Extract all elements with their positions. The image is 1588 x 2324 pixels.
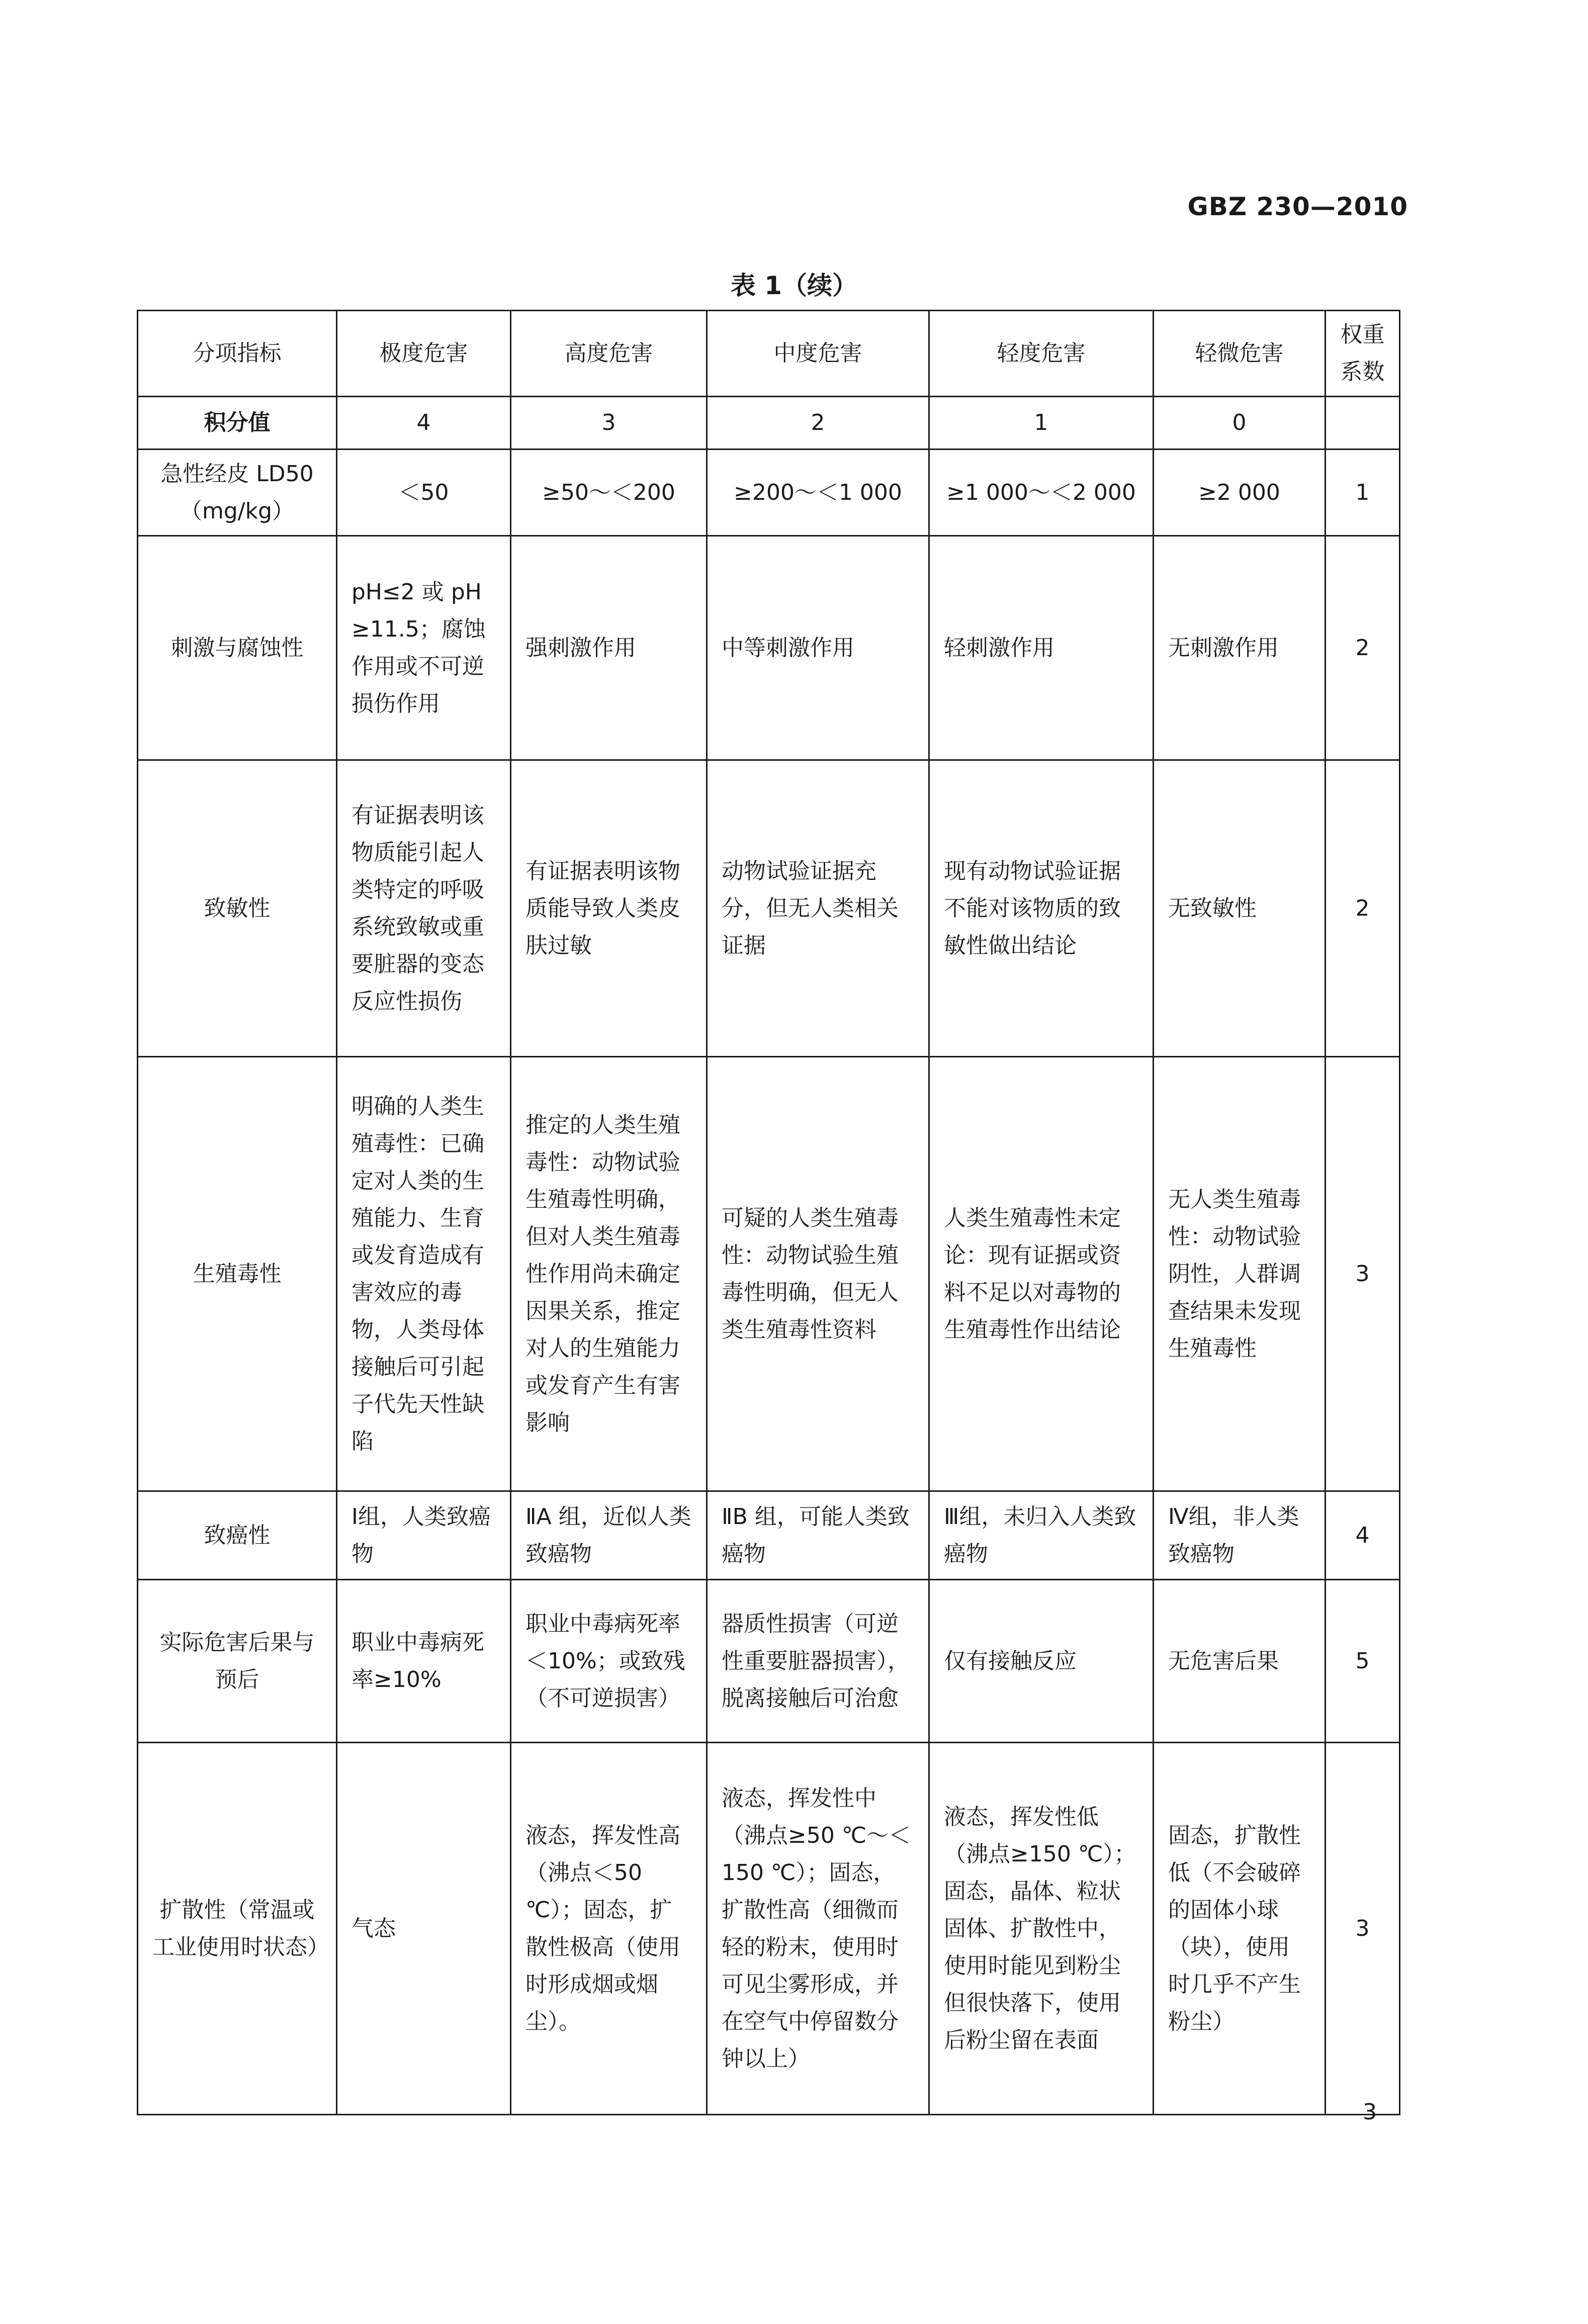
cell-low: Ⅲ组，未归入人类致癌物 bbox=[929, 1491, 1154, 1580]
table-row bbox=[138, 1057, 1400, 1491]
cell-medium: 可疑的人类生殖毒性：动物试验生殖毒性明确，但无人类生殖毒性资料 bbox=[707, 1057, 929, 1491]
hazard-classification-table bbox=[137, 310, 1400, 2115]
cell-extreme: 明确的人类生殖毒性：已确定对人类的生殖能力、生育或发育造成有害效应的毒物，人类母体接触后可引起子代先天性缺陷 bbox=[337, 1057, 511, 1491]
cell-high: 推定的人类生殖毒性：动物试验生殖毒性明确，但对人类生殖毒性作用尚未确定因果关系，推定对人的生殖能力或发育产生有害影响 bbox=[511, 1057, 707, 1491]
cell-medium: 器质性损害（可逆性重要脏器损害），脱离接触后可治愈 bbox=[707, 1580, 929, 1743]
cell-low: 现有动物试验证据不能对该物质的致敏性做出结论 bbox=[929, 760, 1154, 1057]
cell-medium: ≥200～＜1 000 bbox=[707, 450, 929, 536]
cell-slight: 无刺激作用 bbox=[1154, 536, 1326, 760]
cell-medium: 液态，挥发性中（沸点≥50 ℃～＜150 ℃）；固态，扩散性高（细微而轻的粉末，使用时可见尘雾形成，并在空气中停留数分钟以上） bbox=[707, 1743, 929, 2115]
column-header-low: 轻度危害 bbox=[929, 311, 1154, 397]
score-value: 1 bbox=[929, 397, 1154, 450]
table-row bbox=[138, 1580, 1400, 1743]
cell-weight: 5 bbox=[1326, 1580, 1400, 1743]
cell-extreme: ＜50 bbox=[337, 450, 511, 536]
cell-slight: 无致敏性 bbox=[1154, 760, 1326, 1057]
cell-extreme: Ⅰ组，人类致癌物 bbox=[337, 1491, 511, 1580]
cell-low: 仅有接触反应 bbox=[929, 1580, 1154, 1743]
table-title: 表 1（续） bbox=[730, 271, 858, 300]
cell-high: 强刺激作用 bbox=[511, 536, 707, 760]
score-value: 4 bbox=[337, 397, 511, 450]
cell-weight: 2 bbox=[1326, 760, 1400, 1057]
cell-medium: 动物试验证据充分，但无人类相关证据 bbox=[707, 760, 929, 1057]
cell-high: 有证据表明该物质能导致人类皮肤过敏 bbox=[511, 760, 707, 1057]
row-indicator: 生殖毒性 bbox=[138, 1057, 337, 1491]
cell-medium: ⅡB 组，可能人类致癌物 bbox=[707, 1491, 929, 1580]
table-row bbox=[138, 450, 1400, 536]
cell-slight: 固态，扩散性低（不会破碎的固体小球（块），使用时几乎不产生粉尘） bbox=[1154, 1743, 1326, 2115]
cell-low: 液态，挥发性低（沸点≥150 ℃）；固态，晶体、粒状固体、扩散性中，使用时能见到粉尘但很快落下，使用后粉尘留在表面 bbox=[929, 1743, 1154, 2115]
cell-low: ≥1 000～＜2 000 bbox=[929, 450, 1154, 536]
row-indicator: 扩散性（常温或工业使用时状态） bbox=[138, 1743, 337, 2115]
score-row bbox=[138, 397, 1400, 450]
cell-slight: 无人类生殖毒性：动物试验阴性，人群调查结果未发现生殖毒性 bbox=[1154, 1057, 1326, 1491]
cell-weight: 3 bbox=[1326, 1743, 1400, 2115]
cell-weight: 3 bbox=[1326, 1057, 1400, 1491]
cell-weight: 2 bbox=[1326, 536, 1400, 760]
row-indicator: 致癌性 bbox=[138, 1491, 337, 1580]
column-header-medium: 中度危害 bbox=[707, 311, 929, 397]
column-header-extreme: 极度危害 bbox=[337, 311, 511, 397]
cell-high: ⅡA 组，近似人类致癌物 bbox=[511, 1491, 707, 1580]
cell-weight: 1 bbox=[1326, 450, 1400, 536]
column-header-indicator: 分项指标 bbox=[138, 311, 337, 397]
cell-extreme: 职业中毒病死率≥10% bbox=[337, 1580, 511, 1743]
cell-weight: 4 bbox=[1326, 1491, 1400, 1580]
table-header-row bbox=[138, 311, 1400, 397]
cell-low: 人类生殖毒性未定论：现有证据或资料不足以对毒物的生殖毒性作出结论 bbox=[929, 1057, 1154, 1491]
row-indicator: 实际危害后果与预后 bbox=[138, 1580, 337, 1743]
row-indicator: 致敏性 bbox=[138, 760, 337, 1057]
cell-slight: 无危害后果 bbox=[1154, 1580, 1326, 1743]
column-header-weight: 权重系数 bbox=[1326, 311, 1400, 397]
cell-slight: ≥2 000 bbox=[1154, 450, 1326, 536]
cell-extreme: 有证据表明该物质能引起人类特定的呼吸系统致敏或重要脏器的变态反应性损伤 bbox=[337, 760, 511, 1057]
cell-high: 液态，挥发性高（沸点＜50 ℃）；固态，扩散性极高（使用时形成烟或烟尘）。 bbox=[511, 1743, 707, 2115]
table-row bbox=[138, 1743, 1400, 2115]
score-row-label: 积分值 bbox=[138, 397, 337, 450]
cell-slight: Ⅳ组，非人类致癌物 bbox=[1154, 1491, 1326, 1580]
cell-extreme: pH≤2 或 pH≥11.5；腐蚀作用或不可逆损伤作用 bbox=[337, 536, 511, 760]
row-indicator: 急性经皮 LD50（mg/kg） bbox=[138, 450, 337, 536]
score-value: 3 bbox=[511, 397, 707, 450]
cell-high: ≥50～＜200 bbox=[511, 450, 707, 536]
cell-extreme: 气态 bbox=[337, 1743, 511, 2115]
standard-number: GBZ 230—2010 bbox=[1187, 192, 1408, 221]
score-value: 0 bbox=[1154, 397, 1326, 450]
table-row bbox=[138, 536, 1400, 760]
cell-medium: 中等刺激作用 bbox=[707, 536, 929, 760]
cell-low: 轻刺激作用 bbox=[929, 536, 1154, 760]
row-indicator: 刺激与腐蚀性 bbox=[138, 536, 337, 760]
column-header-slight: 轻微危害 bbox=[1154, 311, 1326, 397]
cell-high: 职业中毒病死率＜10%；或致残（不可逆损害） bbox=[511, 1580, 707, 1743]
column-header-high: 高度危害 bbox=[511, 311, 707, 397]
score-value: 2 bbox=[707, 397, 929, 450]
score-value bbox=[1326, 397, 1400, 450]
table-row bbox=[138, 1491, 1400, 1580]
page-number: 3 bbox=[1363, 2099, 1377, 2125]
table-row bbox=[138, 760, 1400, 1057]
